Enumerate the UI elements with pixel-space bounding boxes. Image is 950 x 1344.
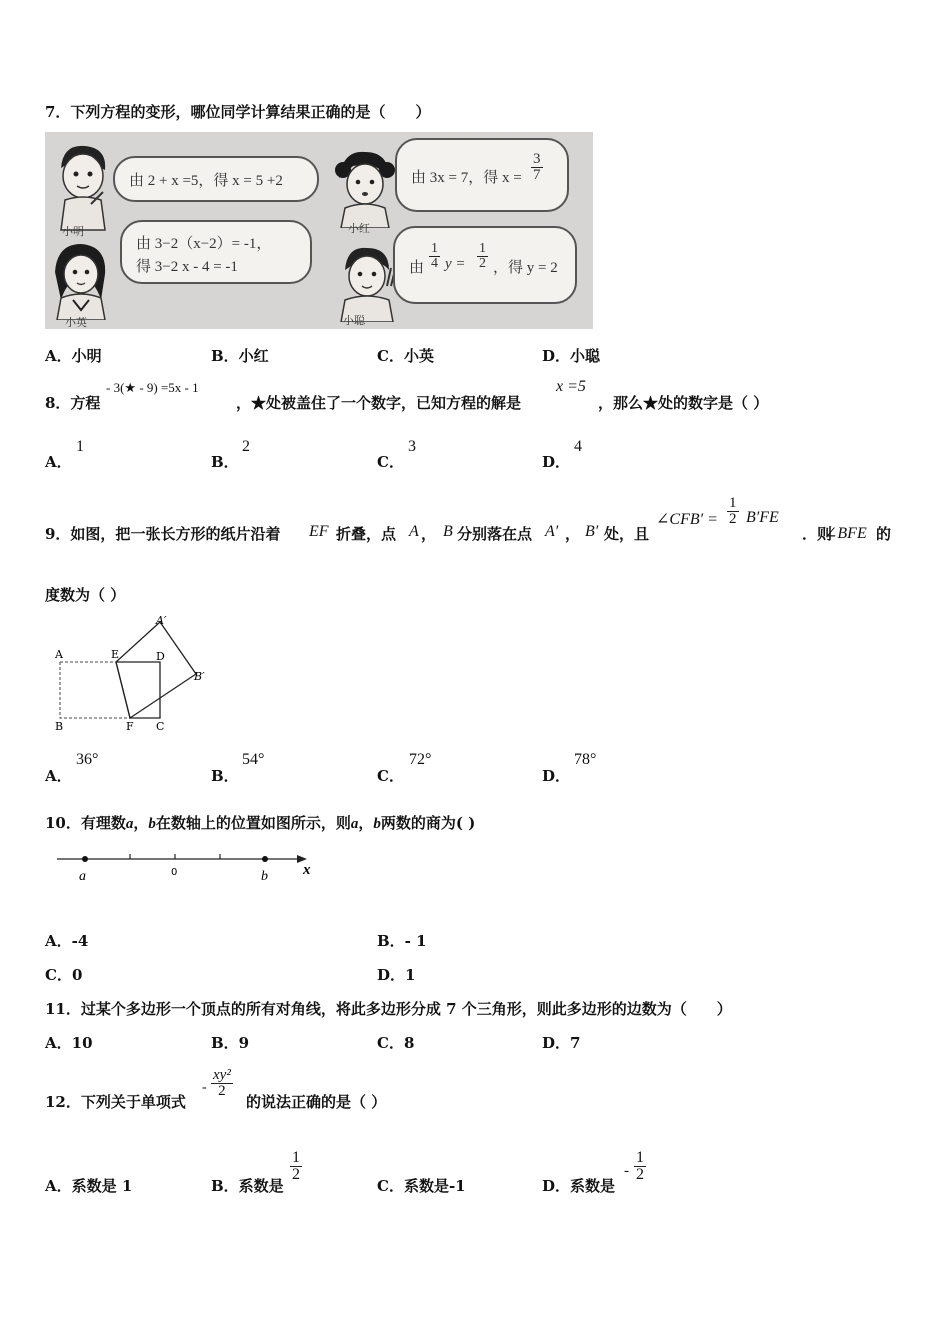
q8-option-d-value: 4 [574,438,582,455]
fig-label-B-prime: B′ [194,670,205,683]
q8-end: ，那么★处的数字是（ ） [598,394,769,412]
fold-original-rect [60,662,130,718]
q8-option-b-value: 2 [242,438,250,455]
boy-xiaoming-icon [51,140,113,232]
q9-B: B [443,523,453,540]
q9-line-2: 度数为（ ） [45,586,126,604]
q8-option-a[interactable]: A． [45,453,72,471]
q9-B-prime: B′ [585,523,599,540]
q8-label: 8．方程 [45,394,101,412]
q7-option-b[interactable]: B．小红 [211,347,269,365]
q10-option-d[interactable]: D．1 [377,966,416,984]
q8-option-d[interactable]: D． [542,453,571,471]
q8-option-b[interactable]: B． [211,453,239,471]
q7-option-a[interactable]: A．小明 [45,347,102,365]
q9-EF: EF [309,523,329,540]
kid-name-xiaoming: 小明 [62,225,84,238]
q12-stem-2: 的说法正确的是（ ） [246,1093,387,1111]
q12-option-d-neg: - [624,1163,629,1179]
q10-option-b[interactable]: B．- 1 [377,932,427,950]
q8-mid: ，★处被盖住了一个数字，已知方程的解是 [236,394,522,412]
point-a [82,856,88,862]
q9-angle-lhs: ∠CFB′ = [656,511,718,528]
point-b [262,856,268,862]
q9-text-4: 处，且 [604,525,650,543]
fig-label-D: D [156,650,165,663]
q7-cartoon-image [45,132,593,329]
kid-name-xiaoying: 小英 [65,316,87,329]
q9-option-a-value: 36° [76,751,99,768]
q8-option-a-value: 1 [76,438,84,455]
kid-name-xiaohong: 小红 [348,222,370,235]
axis-label-x: x [303,862,311,878]
q7-option-d[interactable]: D．小聪 [542,347,601,365]
q9-text-5: ．则 [802,525,833,543]
q11-option-b[interactable]: B．9 [211,1034,250,1052]
q9-target-angle: ∠BFE [824,525,867,542]
q12-option-b[interactable]: B．系数是 [211,1177,284,1195]
q9-option-d-value: 78° [574,751,597,768]
q9-option-a[interactable]: A． [45,767,72,785]
q9-text-6: 的 [876,525,892,543]
q8-equation: - 3(★ - 9) =5x - 1 [106,380,199,395]
q12-monomial: $\frac{\text{xy²}}{2}$ [213,1067,231,1099]
q9-option-c-value: 72° [409,751,432,768]
q7-option-c[interactable]: C．小英 [377,347,434,365]
q9-fold-figure [50,612,220,736]
fig-label-C: C [156,720,165,733]
q9-text-2: 折叠，点 [336,525,397,543]
axis-label-zero: 0 [171,867,178,878]
q9-option-c[interactable]: C． [377,767,404,785]
q8-solution: x =5 [556,378,586,395]
bubble-xiaoming: 由 2 + x =5，得 x = 5 +2 [113,156,319,202]
q12-neg: - [202,1080,207,1095]
q11-stem: 11．过某个多边形一个顶点的所有对角线，将此多边形分成 7 个三角形，则此多边形的边数为（ ） [45,1000,732,1018]
q10-number-line [55,848,325,888]
bubble-xiaoying: 由 3−2（x−2）= -1， 得 3−2 x - 4 = -1 [120,220,312,284]
fig-label-B: B [55,720,64,733]
q9-text-1: 9．如图，把一张长方形的纸片沿着 [45,525,281,543]
girl-xiaoying-icon [49,240,111,320]
fold-flap [116,622,196,718]
boy-xiaocong-icon [335,242,401,322]
bubble-xiaohong: 由 3x = 7，得 x = $\frac{3}{7}$ [395,138,569,212]
axis-label-b: b [261,869,268,884]
q9-angle-rhs: B′FE [746,509,779,526]
q12-option-a[interactable]: A．系数是 1 [45,1177,133,1195]
q12-option-c[interactable]: C．系数是-1 [377,1177,466,1195]
q9-half-fraction: $\frac{1}{2}$ [729,495,737,527]
q9-option-b-value: 54° [242,751,265,768]
q12-stem-1: 12．下列关于单项式 [45,1093,186,1111]
q10-option-a[interactable]: A．-4 [45,932,89,950]
fig-label-A: A [55,648,63,661]
q10-option-c[interactable]: C．0 [45,966,83,984]
bubble-fraction: $\frac{3}{7}$ [533,151,541,183]
q12-option-b-fraction: $\frac{1}{2}$ [292,1149,300,1183]
axis-label-a: a [79,869,86,884]
fig-label-E: E [111,648,120,661]
q12-option-d-fraction: $\frac{1}{2}$ [636,1149,644,1183]
q9-A-prime: A′ [545,523,559,540]
q10-stem: 10．有理数a，b在数轴上的位置如图所示，则a，b两数的商为( ) [45,814,476,832]
q11-option-d[interactable]: D．7 [542,1034,581,1052]
q9-option-d[interactable]: D． [542,767,571,785]
fig-label-F: F [126,720,134,733]
bubble-xiaocong: 由 $\frac{1}{4}$ y = $\frac{1}{2}$ ，得 y = 2 [393,226,577,304]
kid-name-xiaocong: 小聪 [343,314,365,327]
q9-comma-2: ， [565,525,581,543]
q11-option-a[interactable]: A．10 [45,1034,93,1052]
q7-stem: 7．下列方程的变形，哪位同学计算结果正确的是（ ） [45,103,431,121]
girl-xiaohong-icon [333,148,395,228]
q9-A: A [409,523,419,540]
q12-option-d[interactable]: D．系数是 [542,1177,616,1195]
q9-text-3: 分别落在点 [457,525,533,543]
fold-line-EF [116,662,130,718]
q11-option-c[interactable]: C．8 [377,1034,415,1052]
q9-comma-1: ， [421,525,437,543]
q8-option-c[interactable]: C． [377,453,404,471]
q9-option-b[interactable]: B． [211,767,239,785]
q8-option-c-value: 3 [408,438,416,455]
fig-label-A-prime: A′ [156,614,167,627]
